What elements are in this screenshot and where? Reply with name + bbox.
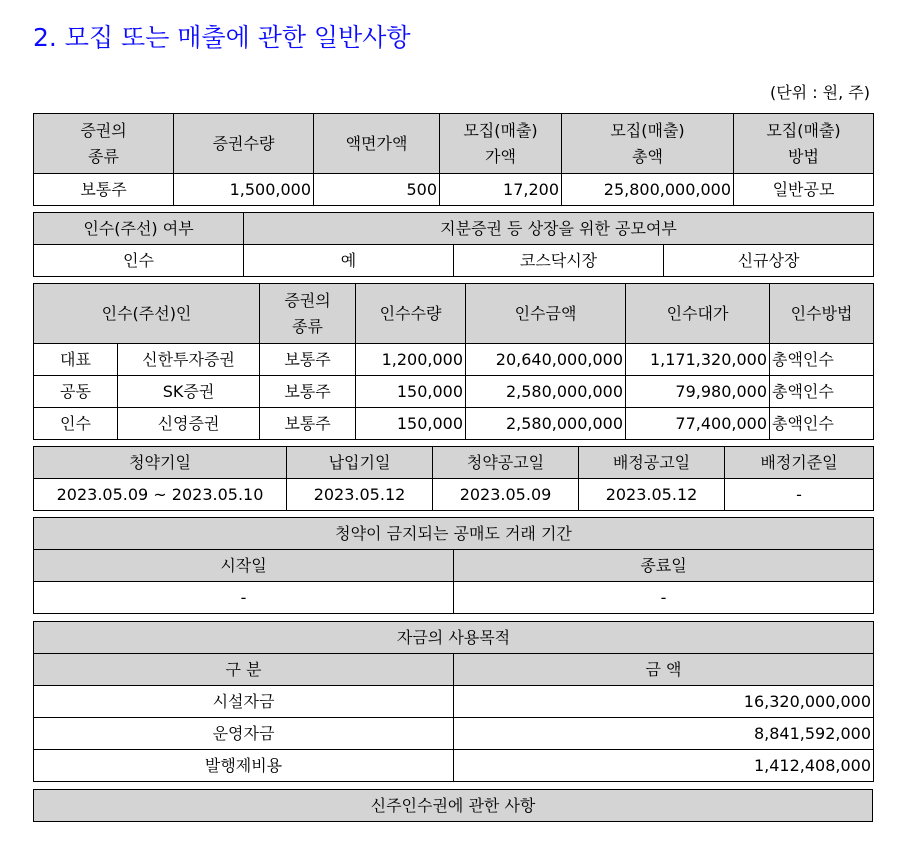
short-sale-table: [33, 517, 874, 614]
table-row: [34, 344, 874, 376]
underwrite-header: 인수(주선) 여부: [34, 213, 244, 245]
announce-date: 2023.05.09: [433, 479, 579, 511]
table-row: [34, 686, 874, 718]
underwriters-header-type: 증권의 종류: [260, 284, 356, 344]
offering-table: [33, 113, 874, 206]
offering-type: 보통주: [34, 174, 174, 206]
underwriters-table: [33, 283, 874, 440]
table-row: [34, 750, 874, 782]
offering-header-method: 모집(매출) 방법: [734, 114, 874, 174]
underwriter-name: 신영증권: [118, 408, 260, 440]
funds-amount: 1,412,408,000: [454, 750, 874, 782]
schedule-header-allot-base: 배정기준일: [725, 447, 874, 479]
listing-header: 지분증권 등 상장을 위한 공모여부: [244, 213, 874, 245]
funds-category: 발행제비용: [34, 750, 454, 782]
offering-header-par: 액면가액: [314, 114, 440, 174]
market-value: 코스닥시장: [454, 245, 664, 277]
short-sale-end: -: [454, 582, 874, 614]
offering-par: 500: [314, 174, 440, 206]
warrant-table: [33, 789, 873, 822]
underwriter-type: 보통주: [260, 376, 356, 408]
short-sale-title: 청약이 금지되는 공매도 거래 기간: [34, 518, 874, 550]
underwriter-quantity: 150,000: [356, 408, 466, 440]
underwriters-header-fee: 인수대가: [626, 284, 770, 344]
underwriter-fee: 77,400,000: [626, 408, 770, 440]
section-title: 2. 모집 또는 매출에 관한 일반사항: [33, 23, 411, 52]
funds-header-amount: 금 액: [454, 654, 874, 686]
underwrite-value: 인수: [34, 245, 244, 277]
underwrite-table: [33, 212, 874, 277]
underwriter-amount: 20,640,000,000: [466, 344, 626, 376]
underwriter-type: 보통주: [260, 408, 356, 440]
underwriter-method: 총액인수: [770, 408, 874, 440]
underwriter-fee: 1,171,320,000: [626, 344, 770, 376]
schedule-header-payment: 납입기일: [287, 447, 433, 479]
underwriters-header-quantity: 인수수량: [356, 284, 466, 344]
table-row: [34, 408, 874, 440]
schedule-table: [33, 446, 874, 511]
underwriter-role: 대표: [34, 344, 118, 376]
subscription-date: 2023.05.09 ~ 2023.05.10: [34, 479, 287, 511]
underwriter-amount: 2,580,000,000: [466, 408, 626, 440]
underwriter-fee: 79,980,000: [626, 376, 770, 408]
short-sale-start: -: [34, 582, 454, 614]
offering-header-type: 증권의 종류: [34, 114, 174, 174]
allot-base-date: -: [725, 479, 874, 511]
listing-type-value: 신규상장: [664, 245, 874, 277]
allot-announce-date: 2023.05.12: [579, 479, 725, 511]
table-row: [34, 718, 874, 750]
underwriter-role: 공동: [34, 376, 118, 408]
funds-table: [33, 621, 874, 782]
funds-category: 시설자금: [34, 686, 454, 718]
underwriter-method: 총액인수: [770, 344, 874, 376]
underwriters-header-method: 인수방법: [770, 284, 874, 344]
offering-price: 17,200: [440, 174, 562, 206]
funds-header-category: 구 분: [34, 654, 454, 686]
underwriter-amount: 2,580,000,000: [466, 376, 626, 408]
schedule-header-subscription: 청약기일: [34, 447, 287, 479]
underwriter-quantity: 1,200,000: [356, 344, 466, 376]
short-sale-header-start: 시작일: [34, 550, 454, 582]
short-sale-header-end: 종료일: [454, 550, 874, 582]
schedule-header-announce: 청약공고일: [433, 447, 579, 479]
payment-date: 2023.05.12: [287, 479, 433, 511]
underwriter-name: 신한투자증권: [118, 344, 260, 376]
underwriter-method: 총액인수: [770, 376, 874, 408]
underwriters-header-amount: 인수금액: [466, 284, 626, 344]
offering-header-quantity: 증권수량: [174, 114, 314, 174]
underwriters-header-name: 인수(주선)인: [34, 284, 260, 344]
funds-amount: 8,841,592,000: [454, 718, 874, 750]
offering-method: 일반공모: [734, 174, 874, 206]
schedule-header-allot-announce: 배정공고일: [579, 447, 725, 479]
offering-quantity: 1,500,000: [174, 174, 314, 206]
listing-value: 예: [244, 245, 454, 277]
offering-header-price: 모집(매출) 가액: [440, 114, 562, 174]
unit-label: (단위 : 원, 주): [769, 83, 870, 102]
offering-total: 25,800,000,000: [562, 174, 734, 206]
underwriter-name: SK증권: [118, 376, 260, 408]
underwriter-type: 보통주: [260, 344, 356, 376]
underwriter-role: 인수: [34, 408, 118, 440]
warrant-title: 신주인수권에 관한 사항: [34, 790, 873, 822]
table-row: [34, 376, 874, 408]
funds-amount: 16,320,000,000: [454, 686, 874, 718]
offering-header-total: 모집(매출) 총액: [562, 114, 734, 174]
funds-category: 운영자금: [34, 718, 454, 750]
funds-title: 자금의 사용목적: [34, 622, 874, 654]
underwriter-quantity: 150,000: [356, 376, 466, 408]
